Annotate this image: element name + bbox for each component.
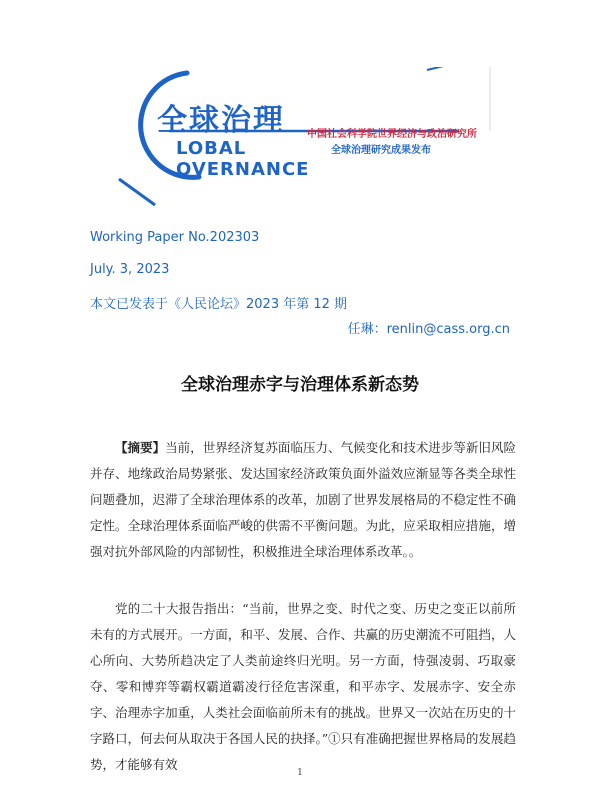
body-paragraph: 党的二十大报告指出：“当前，世界之变、时代之变、历史之变正以前所未有的方式展开。一方面，和平、发展、合作、共赢的历史潮流不可阻挡，人心所向、大势所趋决定了人类前途终归光明。另一方面，恃强凌弱、巧取豪夺、零和博弈等霸权霸道霸凌行径危害深重，和平赤字、发展赤字、安全赤字、治理赤字加重，人类社会面临前所未有的挑战。世界又一次站在历史的十字路口，何去何从取决于各国人民的抉择。”①只有准确把握世界格局的发展趋势，才能够有效 (90, 601, 516, 772)
document-title: 全球治理赤字与治理体系新态势 (181, 375, 419, 395)
abstract-label: 【摘要】 (115, 440, 166, 455)
working-paper-number: Working Paper No.202303 (90, 230, 260, 245)
abstract-text: 当前，世界经济复苏面临压力、气候变化和技术进步等新旧风险并存、地缘政治局势紧张、发达国家经济政策负面外溢效应渐显等各类全球性问题叠加，迟滞了全球治理体系的改革，加剧了世界发展格局的不稳定性不确定性。全球治理体系面临严峻的供需不平衡问题。为此，应采取相应措施，增强对抗外部风险的内部韧性，积极推进全球治理体系改革。。 (90, 440, 516, 559)
page-number: 1 (297, 768, 303, 778)
author-contact[interactable]: 任琳：renlin@cass.org.cn (347, 322, 510, 337)
banner-bottom-stripe (119, 179, 155, 205)
header-banner (109, 67, 491, 208)
publication-note: 本文已发表于《人民论坛》2023 年第 12 期 (90, 297, 348, 312)
banner-subtitle: 全球治理研究成果发布 (331, 145, 431, 156)
banner-top-stripe (427, 67, 489, 70)
organization-name: 中国社会科学院世界经济与政治研究所 (307, 129, 477, 140)
abstract-paragraph (90, 435, 516, 565)
publication-date: July. 3, 2023 (90, 262, 170, 277)
logo-english-line-1: LOBAL (176, 138, 247, 159)
logo-english-line-2: OVERNANCE (176, 159, 310, 180)
logo-title: 全球治理 (157, 103, 285, 138)
